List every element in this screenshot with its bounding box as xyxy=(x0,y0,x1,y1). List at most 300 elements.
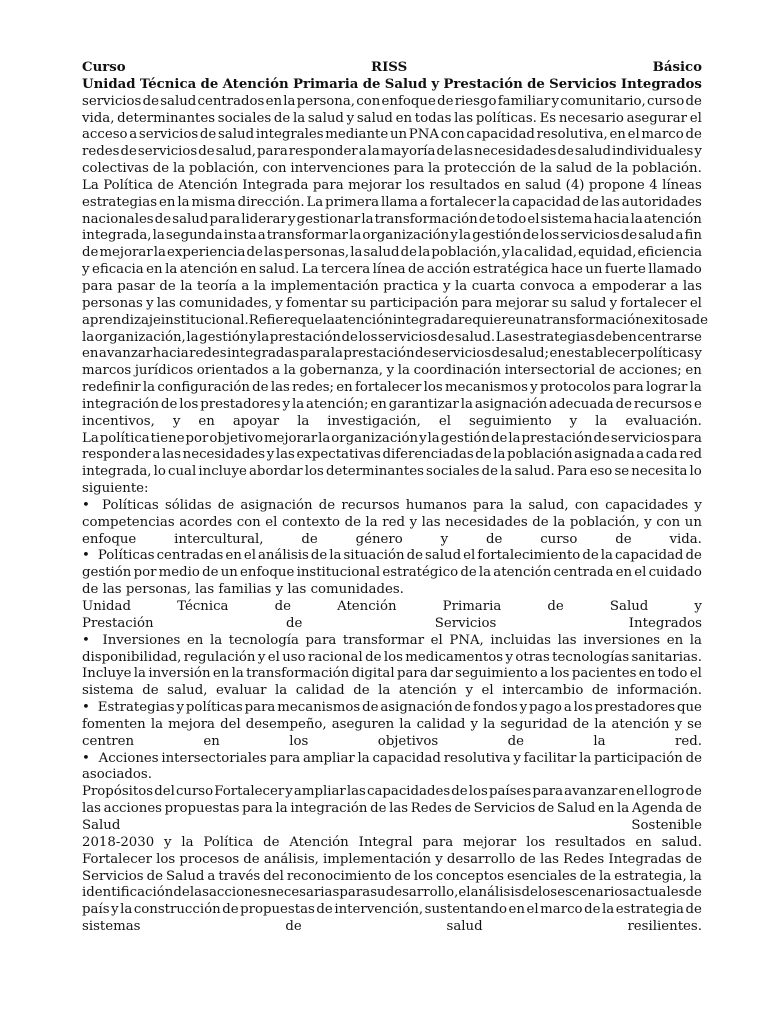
word: el xyxy=(527,211,540,227)
word: facilitar xyxy=(523,750,577,766)
word: salud xyxy=(356,110,393,126)
word: avanzar xyxy=(564,784,618,800)
word: la xyxy=(349,228,362,244)
word: de xyxy=(365,649,382,665)
word: Es xyxy=(539,110,557,126)
word: dar xyxy=(430,666,453,682)
word: la xyxy=(458,228,472,244)
word: salud, xyxy=(167,683,208,699)
word: resultados xyxy=(429,177,500,193)
word: cada xyxy=(645,447,678,463)
word: gestión xyxy=(440,430,491,446)
word: de xyxy=(521,885,538,901)
text-line xyxy=(82,312,708,330)
word: en xyxy=(265,93,283,109)
word: Servicios xyxy=(434,615,497,631)
word: objetivos xyxy=(377,733,439,749)
text-line xyxy=(82,599,702,616)
word: la xyxy=(493,447,506,463)
word: para xyxy=(339,885,371,901)
word: para xyxy=(396,666,428,682)
word: de xyxy=(481,464,498,480)
word: fortalecer xyxy=(429,194,497,210)
word: fortalecimiento xyxy=(477,548,581,564)
word: Integral xyxy=(358,834,413,850)
word: de xyxy=(620,228,638,244)
word: en xyxy=(549,346,566,362)
word: país xyxy=(82,902,110,918)
word: y xyxy=(442,278,451,294)
text-line xyxy=(82,734,702,751)
word: y xyxy=(275,295,283,311)
word: salud. xyxy=(661,834,702,850)
bullet-line xyxy=(82,548,702,565)
word: institucional xyxy=(296,565,381,581)
word: de xyxy=(593,430,610,446)
word: de xyxy=(685,885,702,901)
word: en xyxy=(618,784,635,800)
word: de xyxy=(491,430,508,446)
word: otras xyxy=(515,649,550,665)
word: deben xyxy=(595,329,637,345)
word: atención xyxy=(179,262,238,278)
word: todas xyxy=(414,110,452,126)
word: con xyxy=(440,127,465,143)
word: coordinación xyxy=(413,363,501,379)
word: población. xyxy=(632,161,702,177)
word: avanzar xyxy=(98,346,153,362)
word: de xyxy=(582,548,599,564)
word: de xyxy=(478,211,496,227)
word: actuales xyxy=(629,885,686,901)
word: mediante xyxy=(325,127,389,143)
word: la xyxy=(177,194,190,210)
word: a xyxy=(129,127,138,143)
word: hace xyxy=(551,262,583,278)
text-line xyxy=(82,397,702,414)
word: integrada xyxy=(392,312,458,328)
word: de xyxy=(370,801,387,817)
word: a xyxy=(257,228,266,244)
word: el xyxy=(481,683,494,699)
word: los xyxy=(526,834,546,850)
word: estratégico xyxy=(382,565,459,581)
word: salud xyxy=(446,919,483,935)
word: de xyxy=(341,329,358,345)
word: de xyxy=(591,683,609,699)
word: necesita xyxy=(631,464,688,480)
word: de xyxy=(595,161,613,177)
word: a xyxy=(358,144,367,160)
word: un xyxy=(585,262,603,278)
word: hacia xyxy=(152,346,189,362)
word: la xyxy=(186,329,199,345)
text-line xyxy=(82,346,702,363)
word: de xyxy=(353,683,370,699)
word: de xyxy=(362,700,379,716)
word: y xyxy=(505,649,513,665)
word: seguridad xyxy=(500,716,568,732)
word: vida. xyxy=(669,531,702,547)
word: ampliar xyxy=(302,750,355,766)
word: conceptos xyxy=(435,868,504,884)
word: a xyxy=(272,363,281,379)
word: 4 xyxy=(649,177,658,193)
word: tercera xyxy=(321,262,371,278)
word: estrategias xyxy=(82,194,158,210)
word: el xyxy=(463,548,476,564)
word: organización xyxy=(331,430,419,446)
word: intercultural, xyxy=(174,531,264,547)
word: institucional. xyxy=(160,312,249,328)
word: de xyxy=(202,565,219,581)
word: de xyxy=(200,76,219,92)
word: esenciales xyxy=(506,868,577,884)
word: colectivas xyxy=(82,161,149,177)
word: la xyxy=(539,161,553,177)
text-line xyxy=(82,245,702,262)
word: redefinir xyxy=(82,380,141,396)
text-line xyxy=(82,60,702,77)
word: sociales xyxy=(217,110,272,126)
word: y xyxy=(266,447,275,463)
word: capacidad xyxy=(614,548,684,564)
word: logro xyxy=(649,784,685,800)
word: de xyxy=(154,211,172,227)
word: de xyxy=(519,161,537,177)
word: en xyxy=(158,194,176,210)
word: de xyxy=(475,447,492,463)
word: la xyxy=(478,565,492,581)
word: La xyxy=(301,262,319,278)
word: mejorar xyxy=(348,177,402,193)
word: orientados xyxy=(196,363,269,379)
word: personas xyxy=(82,295,143,311)
word: la xyxy=(594,716,607,732)
word: de xyxy=(146,868,164,884)
word: de xyxy=(246,245,263,261)
word: lo xyxy=(153,464,166,480)
text-line xyxy=(82,144,702,161)
word: asignada xyxy=(574,447,635,463)
word: atención xyxy=(493,565,552,581)
word: vida, xyxy=(82,110,115,126)
word: líneas xyxy=(662,177,702,193)
word: los xyxy=(383,649,403,665)
word: • Políticas xyxy=(97,548,155,564)
word: de xyxy=(527,76,545,92)
word: de xyxy=(285,919,302,935)
word: integradas xyxy=(227,346,300,362)
word: apoyar xyxy=(232,413,280,429)
word: capacidad xyxy=(372,750,441,766)
word: la xyxy=(283,363,296,379)
word: en xyxy=(336,380,353,396)
word: y xyxy=(569,413,578,429)
word: responder xyxy=(82,447,151,463)
word: los xyxy=(156,851,176,867)
word: centradas xyxy=(156,548,224,564)
word: de xyxy=(685,784,702,800)
word: la xyxy=(153,245,166,261)
text-line xyxy=(82,330,702,347)
word: expectativas xyxy=(296,447,381,463)
word: red xyxy=(382,514,406,530)
word: Sostenible xyxy=(631,817,702,833)
word: exitosa xyxy=(643,312,692,328)
word: centrarse xyxy=(637,329,702,345)
text-line xyxy=(82,666,702,683)
word: Las xyxy=(495,329,520,345)
word: de xyxy=(318,497,336,513)
word: para xyxy=(393,161,425,177)
word: atención xyxy=(398,683,457,699)
text-line xyxy=(82,650,702,667)
word: Curso xyxy=(82,60,126,75)
word: de xyxy=(584,902,601,918)
word: salud. xyxy=(514,464,555,480)
word: las xyxy=(275,447,295,463)
word: recursos xyxy=(633,396,693,412)
word: 2018-2030 xyxy=(82,834,155,850)
text-line xyxy=(82,212,702,229)
word: digital xyxy=(351,666,395,682)
text-line xyxy=(82,94,702,111)
word: la xyxy=(322,312,335,328)
word: de xyxy=(454,700,471,716)
word: para xyxy=(671,430,702,446)
word: fomenten xyxy=(82,716,146,732)
word: intervenciones xyxy=(290,161,390,177)
word: integrada, xyxy=(82,464,152,480)
word: y xyxy=(431,76,440,92)
word: con xyxy=(574,497,599,513)
word: disponibilidad, xyxy=(82,649,182,665)
word: eso xyxy=(589,464,613,480)
word: configuración xyxy=(157,380,250,396)
word: resilientes. xyxy=(627,919,702,935)
word: el xyxy=(689,110,702,126)
word: el xyxy=(689,666,702,682)
word: Integrados xyxy=(620,76,702,92)
word: de xyxy=(222,902,239,918)
word: en xyxy=(635,834,652,850)
word: estrategia xyxy=(615,902,684,918)
word: (4) xyxy=(565,177,585,193)
bullet-line xyxy=(82,633,702,650)
word: objetivo xyxy=(209,430,263,446)
word: estratégica xyxy=(472,262,549,278)
word: la xyxy=(297,413,310,429)
word: intersectorial xyxy=(504,363,596,379)
word: población, xyxy=(569,514,640,530)
word: de xyxy=(159,278,176,294)
word: Prestación xyxy=(82,615,154,631)
word: diferenciadas xyxy=(382,447,474,463)
word: e xyxy=(694,396,702,412)
word: Técnica xyxy=(139,76,197,92)
word: convoca xyxy=(519,278,575,294)
word: para xyxy=(473,497,504,513)
word: identificación xyxy=(82,885,174,901)
word: en xyxy=(186,632,204,648)
word: Salud xyxy=(609,599,649,614)
word: en xyxy=(370,396,387,412)
word: La xyxy=(306,194,324,210)
word: de xyxy=(522,228,540,244)
word: de xyxy=(532,514,549,530)
word: a xyxy=(579,278,588,294)
word: Servicios xyxy=(82,868,144,884)
word: la xyxy=(133,666,146,682)
word: misma xyxy=(191,194,236,210)
text-line xyxy=(82,77,702,94)
word: y xyxy=(694,599,702,614)
word: capacidad xyxy=(466,127,535,143)
word: y xyxy=(146,295,154,311)
word: análisis xyxy=(470,885,522,901)
word: red. xyxy=(675,733,702,749)
text-line xyxy=(82,902,702,919)
word: comunitario, xyxy=(560,93,646,109)
word: y xyxy=(419,430,427,446)
word: de xyxy=(301,531,318,547)
word: curso xyxy=(175,784,214,800)
word: Atención xyxy=(289,834,349,850)
word: de xyxy=(685,851,702,867)
word: a xyxy=(419,194,428,210)
word: jurídicos xyxy=(134,363,194,379)
word: sistemas xyxy=(82,919,141,935)
word: aprendizaje xyxy=(82,312,161,328)
word: Política xyxy=(103,177,154,193)
word: responder xyxy=(288,144,358,160)
text-line xyxy=(82,464,702,481)
word: establecer xyxy=(566,346,637,362)
word: las xyxy=(539,851,559,867)
text-line xyxy=(82,801,702,818)
word: escenarios xyxy=(557,885,630,901)
word: la xyxy=(283,93,296,109)
word: de xyxy=(685,93,702,109)
word: calidad xyxy=(416,716,466,732)
word: marco xyxy=(540,902,583,918)
word: y xyxy=(644,514,652,530)
document-page xyxy=(82,60,708,936)
word: su xyxy=(350,295,367,311)
word: las xyxy=(557,632,577,648)
word: la xyxy=(616,161,629,177)
word: acciones; xyxy=(618,363,682,379)
word: en xyxy=(504,177,521,193)
word: de xyxy=(82,245,99,261)
word: resolutiva xyxy=(443,750,511,766)
word: y xyxy=(386,363,395,379)
word: sustentando xyxy=(424,902,508,918)
word: de xyxy=(362,76,381,92)
word: y xyxy=(465,683,473,699)
word: los xyxy=(304,464,324,480)
word: Técnica xyxy=(177,599,229,614)
word: que xyxy=(297,312,323,328)
word: la xyxy=(397,363,410,379)
word: servicios xyxy=(138,127,199,143)
word: fortalecer xyxy=(620,295,687,311)
word: salud xyxy=(638,228,675,244)
word: en xyxy=(609,127,626,143)
word: de xyxy=(406,548,424,564)
word: construcción xyxy=(133,902,221,918)
word: sistema xyxy=(540,211,593,227)
word: mejorar xyxy=(495,295,549,311)
word: población xyxy=(507,447,573,463)
word: salud xyxy=(363,245,400,261)
word: Unidad xyxy=(82,76,136,92)
word: la xyxy=(152,228,165,244)
word: empoderar xyxy=(591,278,666,294)
word: Fortalecer xyxy=(214,784,285,800)
word: la xyxy=(357,750,370,766)
word: Atención xyxy=(178,177,238,193)
word: de xyxy=(557,144,574,160)
word: y xyxy=(694,346,702,362)
word: de xyxy=(437,329,455,345)
word: la xyxy=(579,750,592,766)
word: uso xyxy=(282,649,306,665)
word: eficiencia xyxy=(637,245,702,261)
text-line xyxy=(82,835,702,852)
word: en xyxy=(198,413,215,429)
word: para xyxy=(305,632,337,648)
word: la xyxy=(329,548,342,564)
word: acciones xyxy=(103,801,163,817)
word: política xyxy=(99,430,150,446)
word: organización, xyxy=(94,329,186,345)
word: el xyxy=(634,565,647,581)
word: de xyxy=(579,868,597,884)
word: y xyxy=(694,144,702,160)
word: personas, xyxy=(284,245,350,261)
word: capacidades xyxy=(605,497,689,513)
word: redes xyxy=(189,346,227,362)
word: la xyxy=(365,514,378,530)
word: de xyxy=(344,514,361,530)
word: todo xyxy=(496,211,527,227)
word: necesidades xyxy=(445,514,528,530)
word: integrada, xyxy=(82,228,152,244)
word: la xyxy=(350,245,363,261)
word: mecanismos xyxy=(444,380,528,396)
word: para xyxy=(244,700,276,716)
word: Primaria xyxy=(292,76,359,92)
word: se xyxy=(687,716,702,732)
word: la xyxy=(510,245,523,261)
word: incluidas xyxy=(490,632,551,648)
word: PNA, xyxy=(449,632,484,648)
word: tecnologías xyxy=(552,649,630,665)
word: atención xyxy=(334,312,393,328)
word: un xyxy=(389,127,408,143)
word: el xyxy=(267,649,280,665)
word: en xyxy=(203,733,220,749)
word: por xyxy=(185,430,209,446)
word: riesgo xyxy=(454,93,497,109)
word: la xyxy=(427,430,440,446)
word: Fortalecer xyxy=(82,851,152,867)
word: la xyxy=(593,733,606,749)
word: marcos xyxy=(82,363,132,379)
word: para xyxy=(269,750,301,766)
